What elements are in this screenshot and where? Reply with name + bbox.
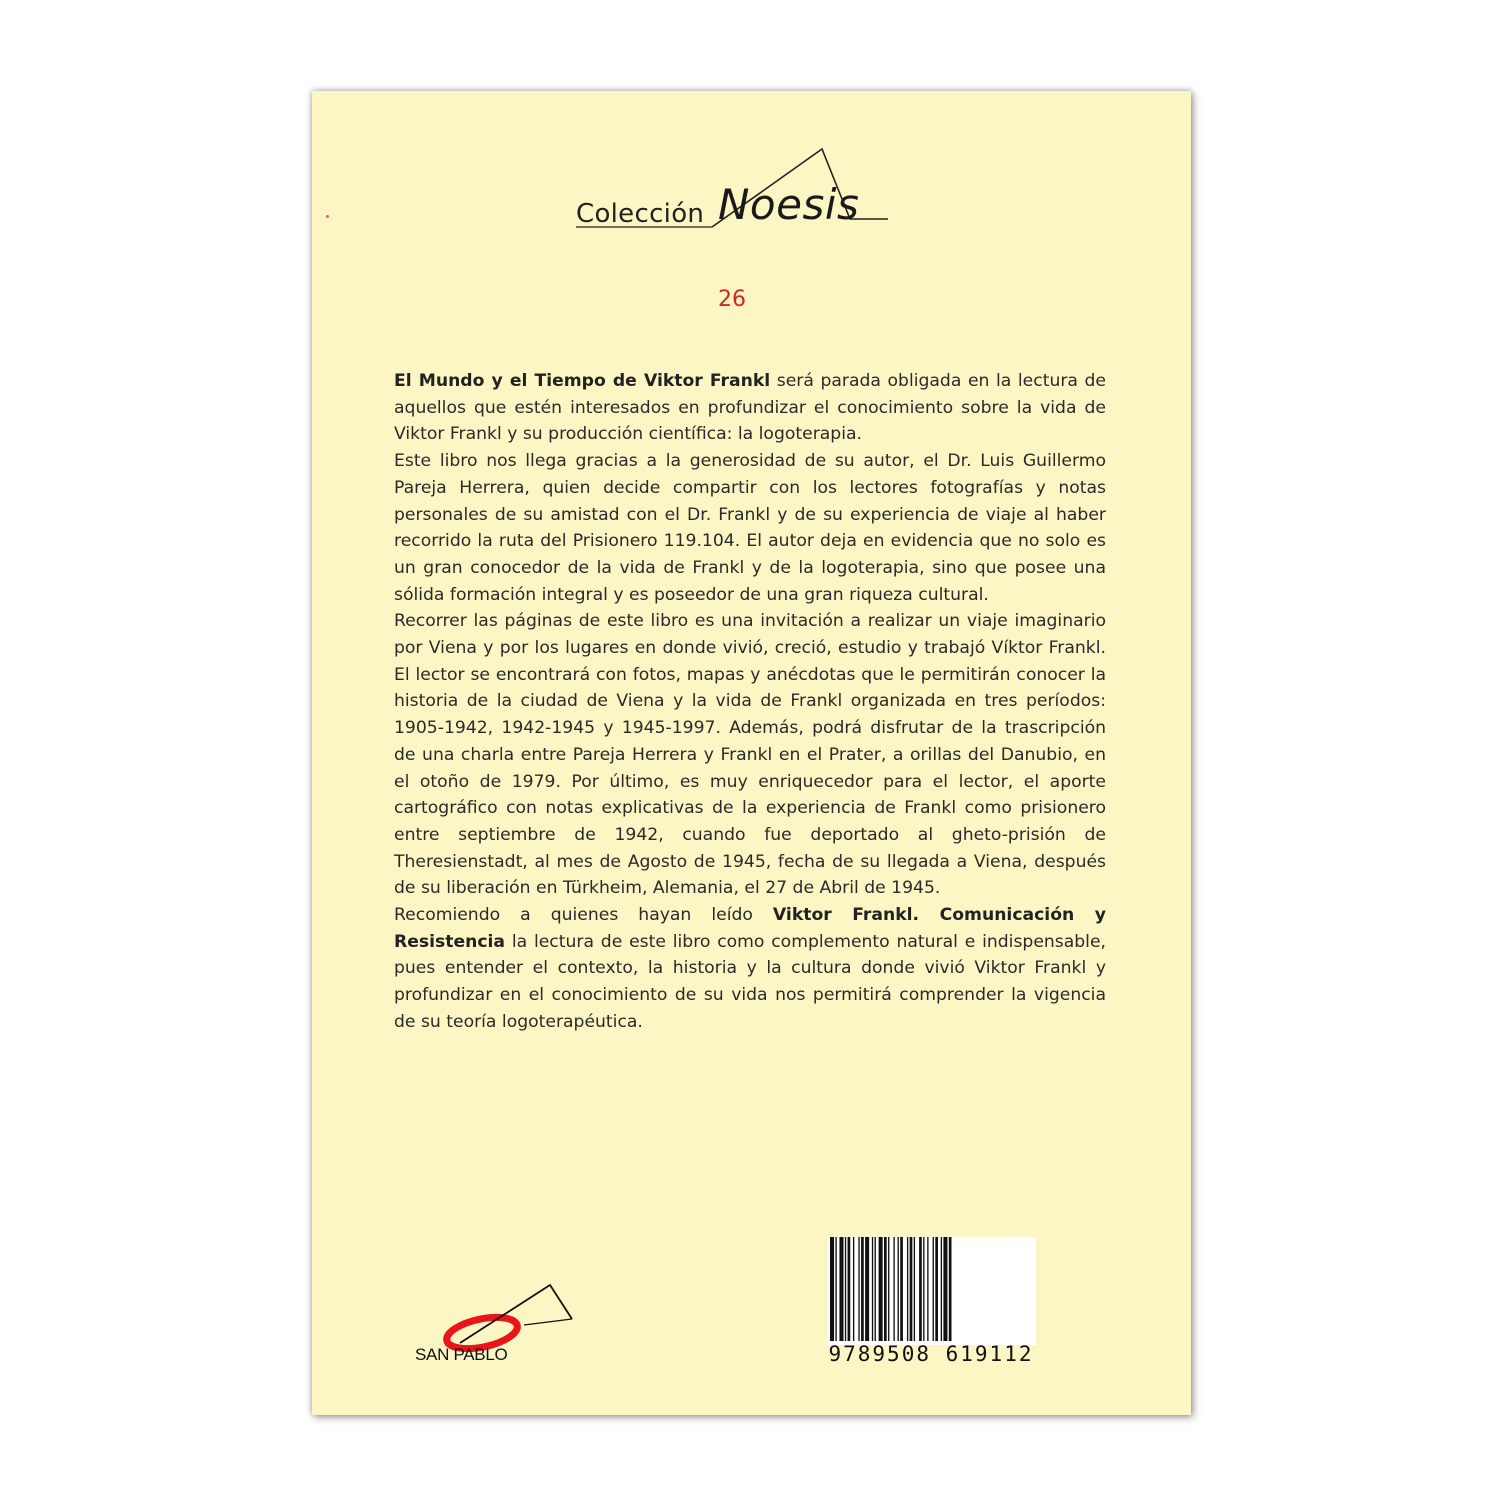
- blurb-text: [394, 368, 1106, 1036]
- series-name: Noesis: [718, 180, 860, 229]
- book-title: El Mundo y el Tiempo de Viktor Frankl: [394, 371, 771, 391]
- blurb-paragraph: Recomiendo a quienes hayan leído Viktor Frankl. Comunicación y Resistencia la lectura de este libro como complemento natural e indispensable, pues entender el contexto, la historia y la cultura donde vivió Viktor Frankl y profundizar en el conocimiento de su vida nos permitirá comprender la vigencia de su teoría logoterapéutica.: [394, 905, 1106, 1032]
- series-prefix: Colección: [576, 199, 705, 229]
- blurb-paragraph: Recorrer las páginas de este libro es una invitación a realizar un viaje imaginario por Viena y por los lugares en donde vivió, creció, estudio y trabajó Víktor Frankl. El lector se encontrará con fotos, mapas y anécdotas que le permitirán conocer la historia de la ciudad de Viena y la vida de Frankl organizada en tres períodos: 1905-1942, 1942-1945 y 1945-1997. Además, podrá disfrutar de la trascripción de una charla entre Pareja Herrera y Frankl en el Prater, a orillas del Danubio, en el otoño de 1979. Por último, es muy enriquecedor para el lector, el aporte cartográfico con notas explicativas de la experiencia de Frankl como prisionero entre septiembre de 1942, cuando fue deportado al gheto-prisión de Theresienstadt, al mes de Agosto de 1945, fecha de su llegada a Viena, después de su liberación en Türkheim, Alemania, el 27 de Abril de 1945.: [394, 611, 1106, 899]
- barcode: [816, 1237, 1046, 1377]
- publisher-logo: [412, 1273, 582, 1369]
- blurb-paragraph: Este libro nos llega gracias a la generosidad de su autor, el Dr. Luis Guillermo Pareja Herrera, quien decide compartir con los lectores fotografías y notas personales de su amistad con el Dr. Frankl y de su experiencia de viaje al haber recorrido la ruta del Prisionero 119.104. El autor deja en evidencia que no solo es un gran conocedor de la vida de Frankl y de la logoterapia, sino que posee una sólida formación integral y es poseedor de una gran riqueza cultural.: [394, 451, 1106, 605]
- printing-mark: [326, 215, 329, 218]
- series-logo: [576, 147, 896, 237]
- back-cover: [312, 91, 1191, 1415]
- barcode-bars: [828, 1237, 1036, 1345]
- san-pablo-swoosh-icon: [412, 1273, 582, 1353]
- isbn-number: 9789508 619112: [828, 1342, 1034, 1366]
- blurb-paragraph: El Mundo y el Tiempo de Viktor Frankl será parada obligada en la lectura de aquellos que estén interesados en profundizar el conocimiento sobre la vida de Viktor Frankl y su producción científica: la logoterapia.: [394, 371, 1106, 445]
- series-number: 26: [718, 287, 746, 312]
- related-book-title: Viktor Frankl. Comunicación y Resistencia: [394, 905, 1106, 952]
- publisher-name: SAN PABLO: [415, 1345, 508, 1364]
